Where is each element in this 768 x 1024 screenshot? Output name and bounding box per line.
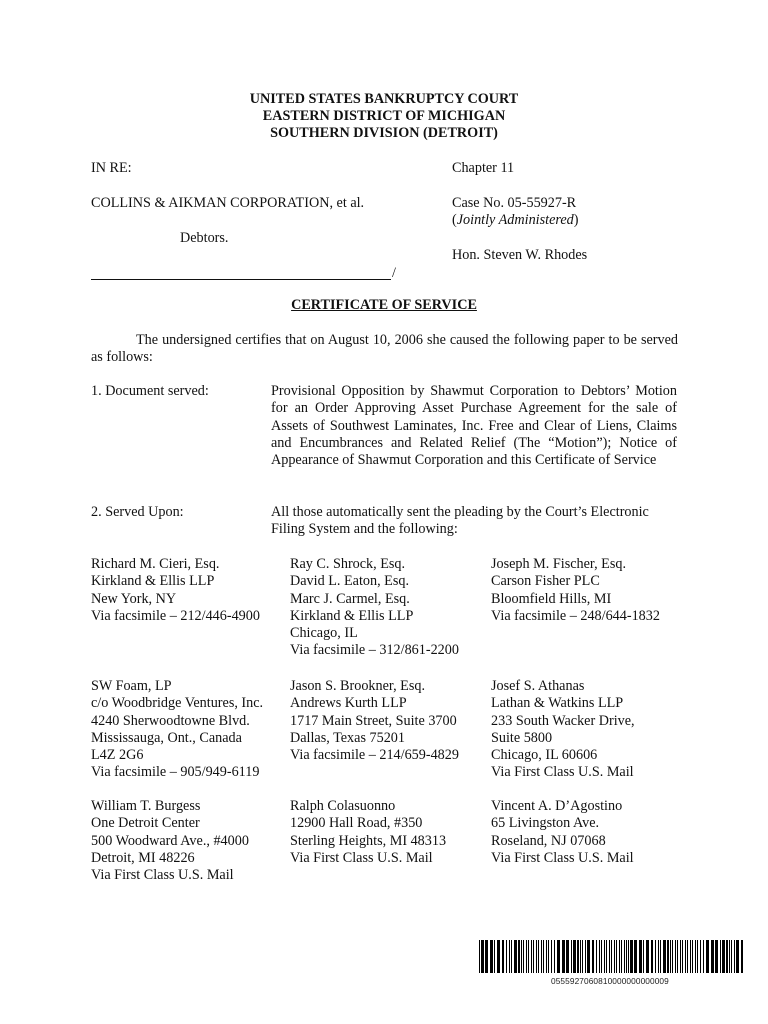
barcode-bar: [506, 940, 507, 973]
barcode-bar: [614, 940, 615, 973]
address-line: 1717 Main Street, Suite 3700: [290, 712, 457, 729]
address-line: Via First Class U.S. Mail: [91, 867, 234, 884]
barcode-bar: [587, 940, 590, 973]
barcode-bar: [715, 940, 718, 973]
barcode-bar: [546, 940, 547, 973]
barcode-bar: [663, 940, 666, 973]
barcode-bar: [599, 940, 600, 973]
address-line: Mississauga, Ont., Canada: [91, 729, 242, 746]
court-name: UNITED STATES BANKRUPTCY COURT: [249, 91, 519, 107]
barcode-bar: [621, 940, 622, 973]
barcode-bar: [700, 940, 701, 973]
address-line: Lathan & Watkins LLP: [491, 695, 624, 712]
barcode-bar: [490, 940, 493, 973]
address-line: 4240 Sherwoodtowne Blvd.: [91, 712, 250, 729]
barcode-bar: [485, 940, 488, 973]
barcode-bar: [651, 940, 653, 973]
barcode-bar: [541, 940, 542, 973]
barcode-bar: [741, 940, 743, 973]
barcode-bar: [706, 940, 709, 973]
address-line: Josef S. Athanas: [491, 678, 585, 694]
barcode-bar: [634, 940, 637, 973]
barcode-bar: [557, 940, 560, 973]
barcode-bar: [660, 940, 661, 973]
barcode-bar: [655, 940, 656, 973]
barcode-bar: [670, 940, 671, 973]
address-line: Bloomfield Hills, MI: [491, 590, 612, 607]
barcode-bar: [554, 940, 555, 973]
barcode-bar: [538, 940, 539, 973]
document-title: CERTIFICATE OF SERVICE: [291, 297, 477, 313]
barcode-bar: [680, 940, 681, 973]
recipient-block: [290, 678, 459, 764]
barcode-bar: [494, 940, 495, 973]
barcode-bar: [722, 940, 725, 973]
party-name: COLLINS & AIKMAN CORPORATION, et al.: [91, 195, 365, 211]
barcode-bar: [528, 940, 529, 973]
address-line: Chicago, IL 60606: [491, 747, 598, 764]
barcode-bar: [697, 940, 698, 973]
address-line: Via First Class U.S. Mail: [491, 764, 634, 781]
item-text-served-upon: All those automatically sent the pleading by the Court’s Electronic Filing System and the following:: [271, 504, 649, 538]
item-text-document-served: Provisional Opposition by Shawmut Corporation to Debtors’ Motion for an Order Approving Asset Purchase Agreement for the sale of Assets of Southwest Laminates, Inc. Free and Clear of Liens, Claims and Encumbrances and Related Relief (The “Motion”); Notice of Appearance of Shawmut Corporation and this Certificate of Service: [271, 383, 677, 469]
barcode-bar: [548, 940, 549, 973]
barcode-bar: [580, 940, 581, 973]
recipient-block: [91, 798, 249, 884]
barcode-bar: [734, 940, 735, 973]
barcode-bar: [531, 940, 532, 973]
barcode-bar: [536, 940, 537, 973]
barcode-bar: [562, 940, 565, 973]
barcode-bar: [667, 940, 669, 973]
address-line: Carson Fisher PLC: [491, 573, 600, 590]
address-line: Ray C. Shrock, Esq.: [290, 556, 406, 572]
barcode-bar: [672, 940, 673, 973]
barcode-bar: [521, 940, 522, 973]
barcode-bar: [643, 940, 644, 973]
barcode-bar: [523, 940, 524, 973]
address-line: Roseland, NJ 07068: [491, 832, 606, 849]
barcode-bar: [577, 940, 579, 973]
barcode-bar: [533, 940, 534, 973]
barcode-bar: [514, 940, 517, 973]
barcode-bar: [687, 940, 688, 973]
recipient-block: [290, 798, 446, 867]
barcode-bar: [481, 940, 484, 973]
address-line: Detroit, MI 48226: [91, 849, 195, 866]
barcode-bar: [731, 940, 732, 973]
address-line: Via facsimile – 312/861-2200: [290, 642, 459, 659]
intro-paragraph: The undersigned certifies that on August 10, 2006 she caused the following paper to be served as follows:: [91, 332, 678, 366]
recipient-block: [491, 678, 635, 782]
barcode-bar: [592, 940, 594, 973]
barcode-bar: [726, 940, 728, 973]
address-line: Via facsimile – 212/446-4900: [91, 607, 260, 624]
address-line: Sterling Heights, MI 48313: [290, 832, 447, 849]
address-line: Richard M. Cieri, Esq.: [91, 556, 220, 572]
barcode-bar: [711, 940, 714, 973]
debtors-label: Debtors.: [180, 230, 229, 246]
barcode-bar: [624, 940, 625, 973]
address-line: Vincent A. D’Agostino: [491, 798, 623, 814]
address-line: New York, NY: [91, 590, 177, 607]
address-line: Suite 5800: [491, 729, 553, 746]
address-line: SW Foam, LP: [91, 678, 172, 694]
address-line: 233 South Wacker Drive,: [491, 712, 635, 729]
barcode-bar: [729, 940, 730, 973]
barcode-bar: [479, 940, 480, 973]
barcode-bar: [582, 940, 583, 973]
barcode-bar: [573, 940, 576, 973]
barcode-bar: [518, 940, 520, 973]
address-line: L4Z 2G6: [91, 747, 144, 764]
court-division: SOUTHERN DIVISION (DETROIT): [270, 125, 498, 141]
barcode-bar: [675, 940, 676, 973]
barcode-bar: [682, 940, 683, 973]
barcode-bar: [596, 940, 597, 973]
barcode-bar: [526, 940, 527, 973]
barcode-bar: [604, 940, 605, 973]
address-line: One Detroit Center: [91, 815, 200, 832]
barcode-bar: [626, 940, 627, 973]
barcode-bar: [551, 940, 552, 973]
barcode-bar: [502, 940, 504, 973]
barcode-bar: [658, 940, 659, 973]
barcode-bar: [690, 940, 691, 973]
barcode-bar: [543, 940, 544, 973]
address-line: Jason S. Brookner, Esq.: [290, 678, 425, 694]
address-line: Via First Class U.S. Mail: [491, 849, 634, 866]
address-line: Kirkland & Ellis LLP: [290, 607, 414, 624]
court-district: EASTERN DISTRICT OF MICHIGAN: [262, 108, 506, 124]
address-line: Chicago, IL: [290, 625, 358, 642]
judge-name: Hon. Steven W. Rhodes: [452, 247, 588, 263]
barcode-bar: [601, 940, 602, 973]
address-line: Marc J. Carmel, Esq.: [290, 590, 410, 607]
barcode-bar: [571, 940, 572, 973]
recipient-block: [290, 556, 459, 660]
barcode-bar: [677, 940, 678, 973]
barcode-bar: [736, 940, 739, 973]
barcode-bar: [630, 940, 633, 973]
barcode-bar: [695, 940, 696, 973]
caption-slash: /: [392, 265, 396, 281]
address-line: Ralph Colasuonno: [290, 798, 396, 814]
address-line: Kirkland & Ellis LLP: [91, 573, 215, 590]
barcode-bar: [616, 940, 617, 973]
address-line: Dallas, Texas 75201: [290, 729, 405, 746]
barcode-bar: [611, 940, 612, 973]
address-line: David L. Eaton, Esq.: [290, 573, 409, 590]
barcode-bar: [511, 940, 512, 973]
barcode-bar: [585, 940, 586, 973]
barcode-bar: [509, 940, 510, 973]
item-label-document-served: 1. Document served:: [91, 383, 209, 399]
address-line: Via First Class U.S. Mail: [290, 849, 433, 866]
barcode-bar: [703, 940, 704, 973]
address-line: Via facsimile – 905/949-6119: [91, 764, 260, 781]
address-line: Andrews Kurth LLP: [290, 695, 407, 712]
chapter-label: Chapter 11: [452, 160, 515, 176]
recipient-block: [91, 556, 260, 625]
address-line: 500 Woodward Ave., #4000: [91, 832, 249, 849]
barcode-bar: [639, 940, 642, 973]
barcode-bar: [646, 940, 649, 973]
barcode-bar: [685, 940, 686, 973]
barcode-bar: [619, 940, 620, 973]
barcode-bar: [720, 940, 721, 973]
item-label-served-upon: 2. Served Upon:: [91, 504, 184, 520]
barcode-number: 0555927060810000000000009: [551, 976, 669, 986]
caption-rule: [91, 279, 391, 280]
address-line: Via facsimile – 214/659-4829: [290, 747, 459, 764]
address-line: Joseph M. Fischer, Esq.: [491, 556, 626, 572]
address-line: Via facsimile – 248/644-1832: [491, 607, 660, 624]
barcode-bar: [628, 940, 629, 973]
recipient-block: [491, 556, 660, 625]
address-line: 65 Livingston Ave.: [491, 815, 600, 832]
address-line: 12900 Hall Road, #350: [290, 815, 423, 832]
in-re-label: IN RE:: [91, 160, 132, 176]
barcode-bar: [692, 940, 693, 973]
barcode-bar: [609, 940, 610, 973]
address-line: c/o Woodbridge Ventures, Inc.: [91, 695, 264, 712]
jointly-administered: (Jointly Administered): [452, 212, 579, 228]
recipient-block: [491, 798, 634, 867]
barcode-bar: [566, 940, 569, 973]
recipient-block: [91, 678, 263, 782]
case-number: Case No. 05-55927-R: [452, 195, 577, 211]
barcode-bar: [497, 940, 500, 973]
barcode: [479, 940, 745, 973]
address-line: William T. Burgess: [91, 798, 201, 814]
barcode-bar: [606, 940, 607, 973]
